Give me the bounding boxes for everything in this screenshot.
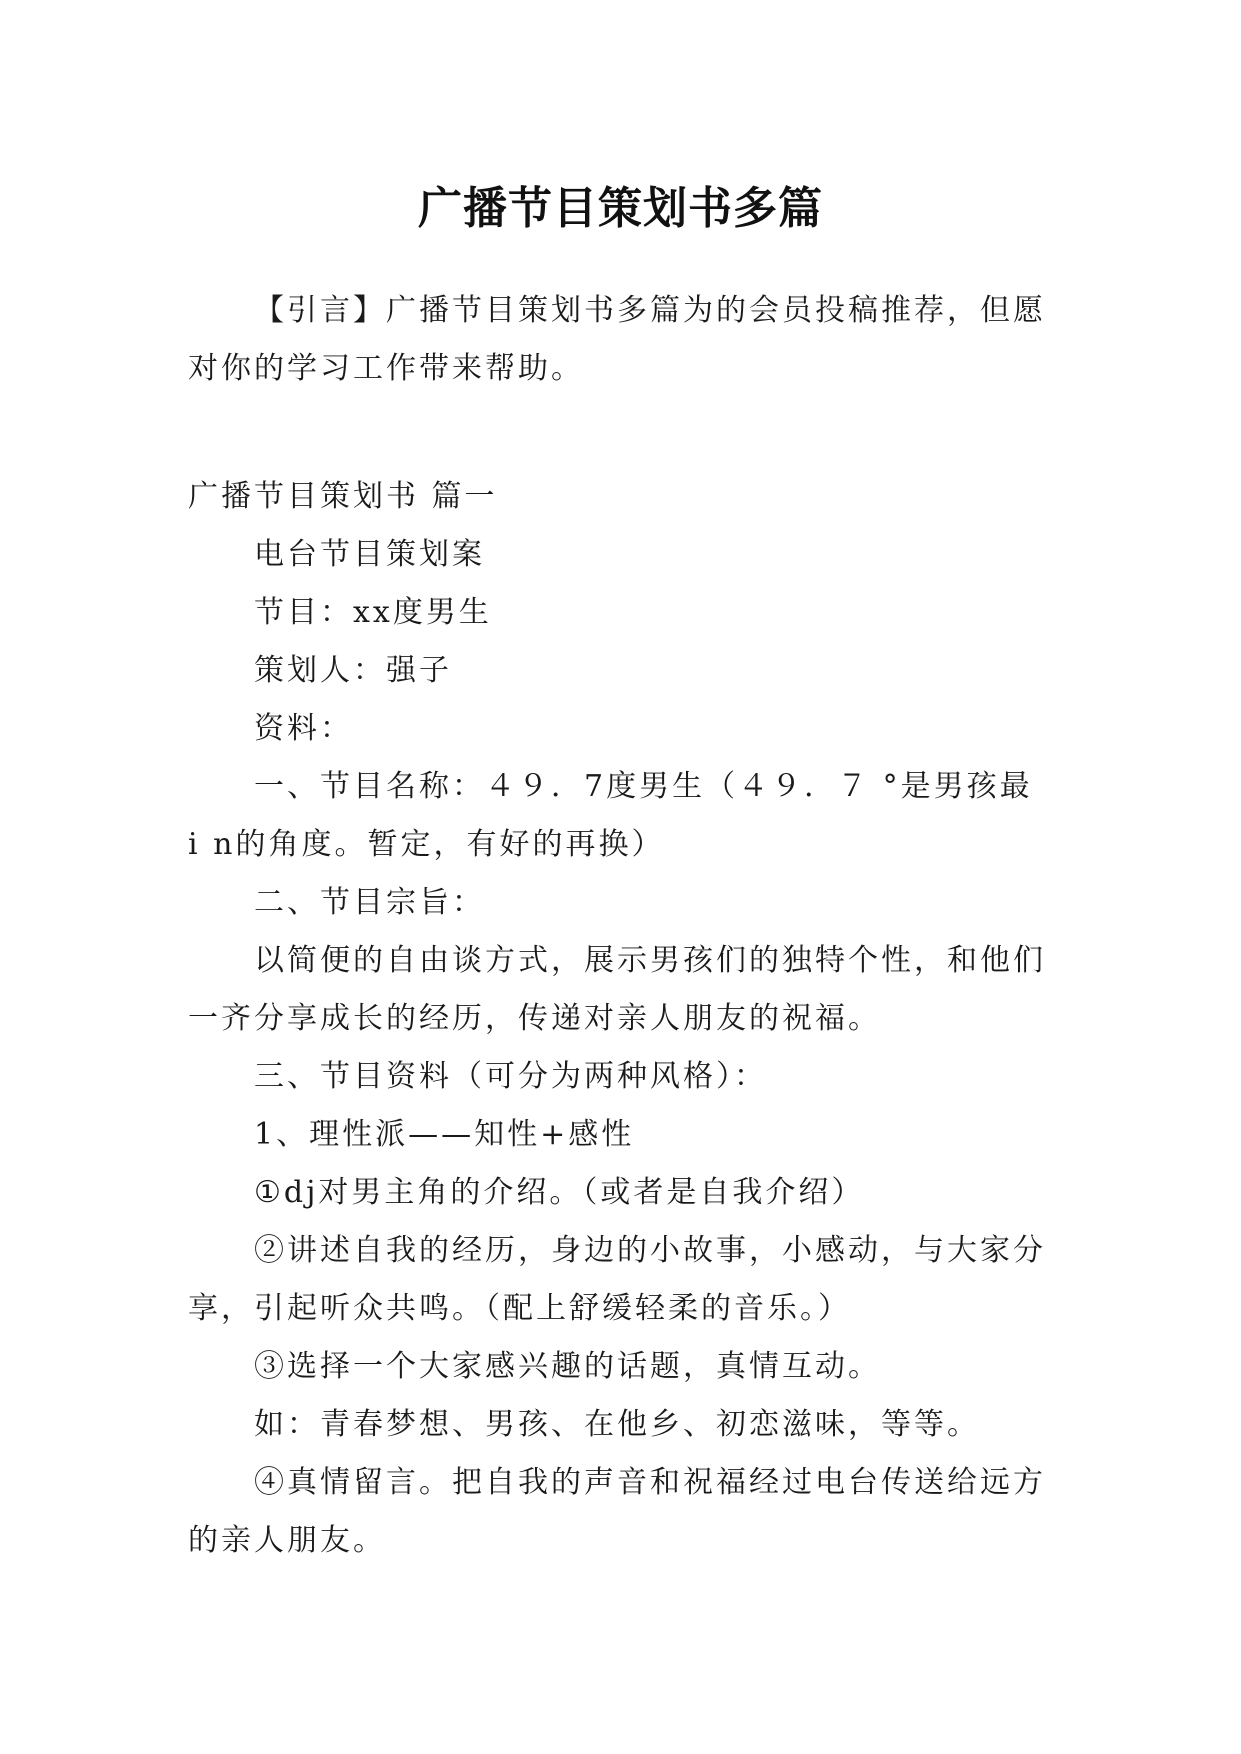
paragraph-plan-title: 电台节目策划案 xyxy=(254,537,485,572)
intro-paragraph: 【引言】广播节目策划书多篇为的会员投稿推荐，但愿对你的学习工作带来帮助。 xyxy=(188,293,1046,386)
paragraph-planner: 策划人：强子 xyxy=(254,653,452,688)
paragraph-purpose: 以简便的自由谈方式，展示男孩们的独特个性，和他们一齐分享成长的经历，传递对亲人朋友的祝福。 xyxy=(188,943,1046,1036)
paragraph-program: 节目：xx度男生 xyxy=(254,595,492,630)
paragraph-item-1: ①dj对男主角的介绍。（或者是自我介绍） xyxy=(254,1175,865,1210)
paragraph-content-heading: 三、节目资料（可分为两种风格）： xyxy=(254,1059,767,1094)
paragraph-rational-style: 1、理性派——知性+感性 xyxy=(254,1117,635,1152)
paragraph-materials: 资料： xyxy=(254,711,353,746)
paragraph-item-3: ③选择一个大家感兴趣的话题，真情互动。 xyxy=(254,1349,881,1384)
section-heading: 广播节目策划书 篇一 xyxy=(188,479,498,514)
paragraph-item-2: ②讲述自我的经历，身边的小故事，小感动，与大家分享，引起听众共鸣。（配上舒缓轻柔的音乐。） xyxy=(188,1233,1046,1326)
paragraph-purpose-heading: 二、节目宗旨： xyxy=(254,885,485,920)
paragraph-examples: 如：青春梦想、男孩、在他乡、初恋滋味，等等。 xyxy=(254,1407,980,1442)
document-body xyxy=(188,282,1050,1570)
paragraph-program-name: 一、节目名称：４９．7度男生（４９．７ °是男孩最 i n的角度。暂定，有好的再换） xyxy=(188,769,1033,862)
paragraph-item-4: ④真情留言。把自我的声音和祝福经过电台传送给远方的亲人朋友。 xyxy=(188,1465,1046,1558)
page-title: 广播节目策划书多篇 xyxy=(418,183,823,235)
